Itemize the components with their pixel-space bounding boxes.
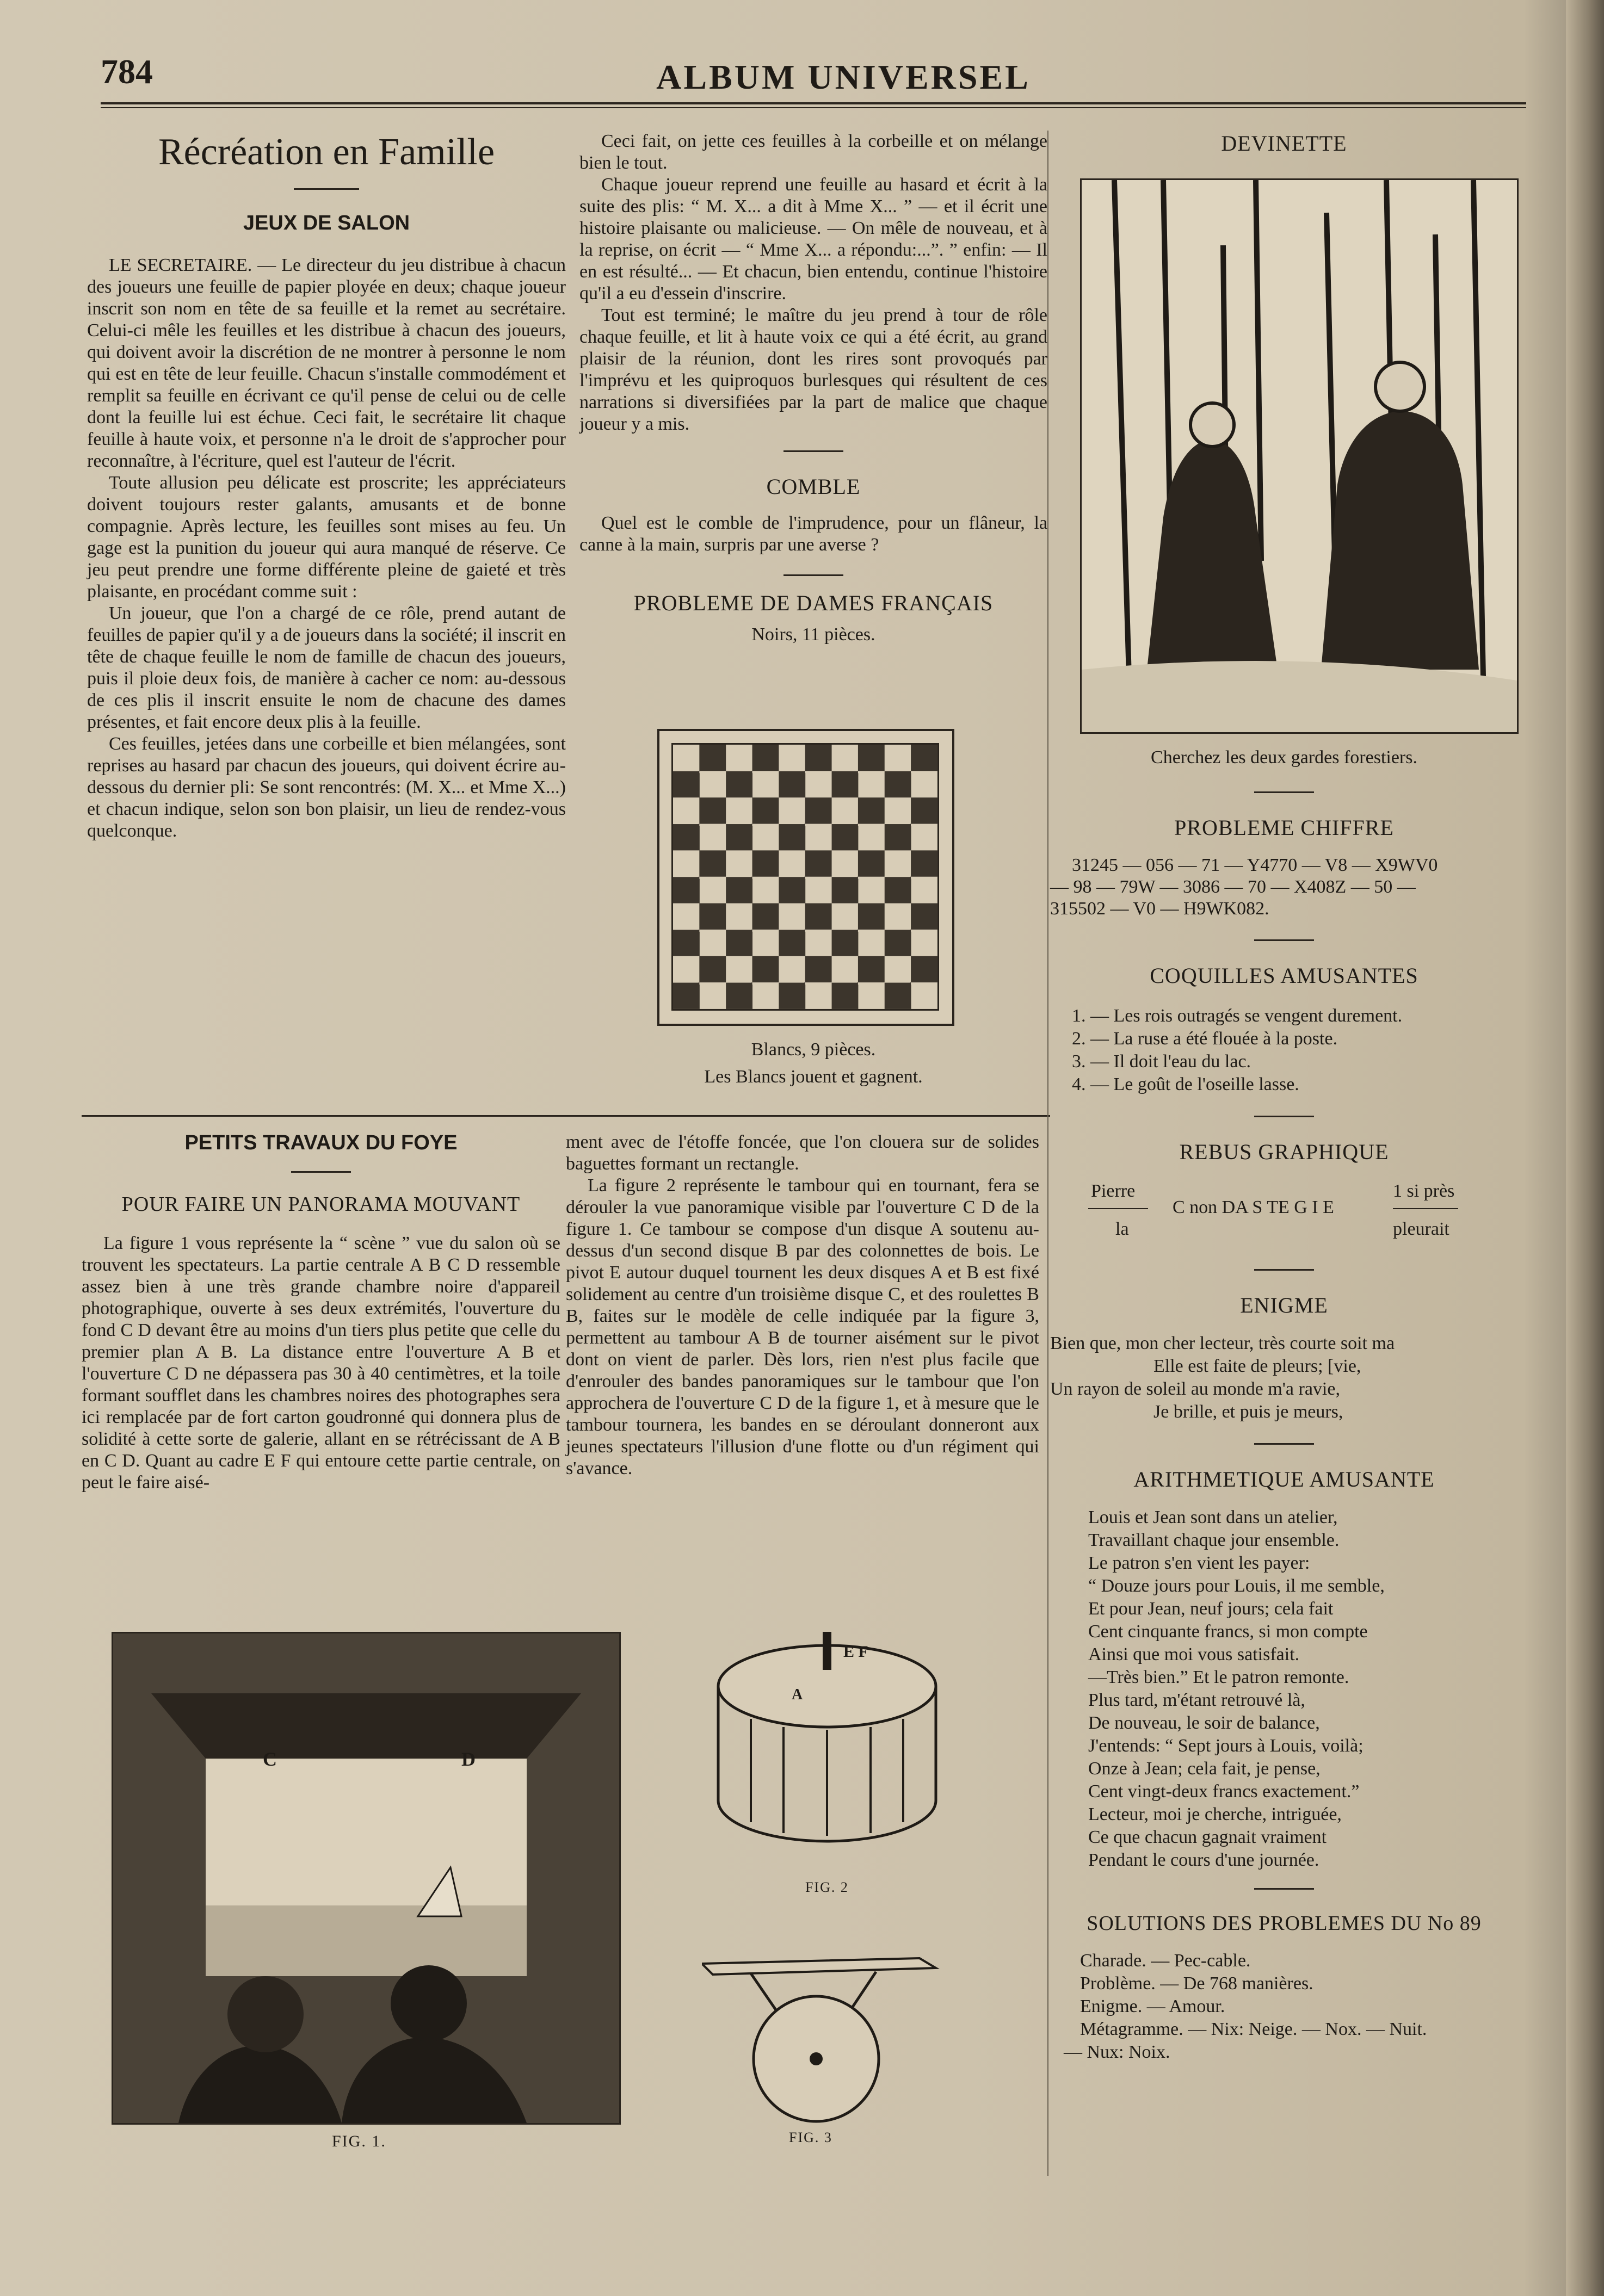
comble-text: Quel est le comble de l'imprudence, pour un flâneur, la canne à la main, surpris par une averse ? [579,513,1047,555]
panorama-frame-drawing [113,1633,619,2123]
list-item: 4. — Le goût de l'oseille lasse. [1072,1074,1299,1094]
list-item: — Nux: Noix. [1064,2042,1170,2062]
checkers-grid [671,743,939,1011]
paragraph: La figure 1 vous représente la “ scène ” vue du salon où se trouvent les spectateurs. La partie centrale A B C D ressemble assez bien à une très grande chambre noire d'appareil photographique, ouverte à ses deux extrémités, l'ouverture du fond C D devant être au moins d'un tiers plus petite que celle du premier plan A B. La distance entre l'ouverture A B et l'ouverture C D ne dépassera pas 30 à 40 centimètres, et la toile formant soufflet dans les chambres noires des photographes sera ici remplacée par de fort carton goudronné qui donnera plus de solidité à cette sorte de galerie, allant en se rétrécissant de A B en C D. Quant au cadre E F qui entoure cette partie centrale, on peut le faire aisé- [82,1233,560,1493]
paragraph: Ces feuilles, jetées dans une corbeille et bien mélangées, sont reprises au hasard par chacun des joueurs, qui doivent écrire au-dessous du dernier pli: Se sont rencontrés: (M. X... et Mme X...) et chacun indique, selon son bon plaisir, un lieu de rendez-vous quelconque. [87,734,566,841]
section-divider [82,1115,1050,1117]
rebus-si-pres: 1 si près [1393,1181,1455,1201]
masthead-title: ALBUM UNIVERSEL [656,58,1031,96]
list-item: Enigme. — Amour. [1080,1996,1225,2016]
forest-scene [1082,180,1517,732]
paragraph: ment avec de l'étoffe foncée, que l'on clouera sur de solides baguettes formant un rectangle. [566,1132,1039,1174]
poem-line: Ce que chacun gagnait vraiment [1088,1827,1327,1847]
poem-line: Et pour Jean, neuf jours; cela fait [1088,1599,1334,1619]
dames-noirs: Noirs, 11 pièces. [751,624,875,645]
paragraph: La figure 2 représente le tambour qui en tournant, fera se dérouler la vue panoramique visible par l'ouverture C D de la figure 1. Ce tambour se compose d'un disque A soutenu au-dessus d'un second disque B par des colonnettes de bois. Le pivot E autour duquel tournent les deux disques A et B est fixé solidement au centre d'un troisième disque C, et des roulettes B B, faites sur le modèle de celle indiquée par la figure 3, permettent au tambour A B de tourner aisément sur le pivot dont on vient de parler. Dès lors, rien n'est plus facile que d'enrouler des bandes panoramiques sur le tambour que l'on approchera de l'ouverture C D de la figure 1, et à mesure que le tambour tournera, les bandes en se déroulant donneront aux jeunes spectateurs l'illusion d'une flotte ou d'un régiment qui s'avance. [566,1175,1039,1478]
paragraph: LE SECRETAIRE. — Le directeur du jeu distribue à chacun des joueurs une feuille de papier ployée en deux; chaque joueur inscrit son nom en tête de sa feuille et la remet au secrétaire. Celui-ci mêle les feuilles et les distribue à chacun des joueurs, qui doivent avoir la discrétion de ne montrer à personne le nom qui est en tête de leur feuille. Chacun s'installe commodément et remplit sa feuille en écrivant ce qu'il pense de celui ou de celle dont la feuille lui est échue. Ceci fait, le secrétaire lit chaque feuille à haute voix, et personne n'a le droit de s'approcher pour reconnaître, à l'écriture, quel est l'auteur de l'écrit. [87,255,566,471]
dames-title: PROBLEME DE DAMES FRANÇAIS [633,591,994,615]
list-item: Charade. — Pec-cable. [1080,1951,1251,1971]
poem-line: Le patron s'en vient les payer: [1088,1553,1310,1573]
arith-title: ARITHMETIQUE AMUSANTE [1133,1467,1435,1492]
solutions-title: SOLUTIONS DES PROBLEMES DU No 89 [1087,1912,1482,1935]
chiffre-section [1050,791,1518,2064]
travaux-subtitle: POUR FAIRE UN PANORAMA MOUVANT [121,1193,521,1216]
list-item: 2. — La ruse a été flouée à la poste. [1072,1029,1338,1049]
recreation-title: Récréation en Famille [158,131,495,173]
poem-line: Travaillant chaque jour ensemble. [1088,1530,1340,1550]
figure-2-caption: FIG. 2 [805,1879,849,1895]
rebus-line [1088,1208,1148,1209]
poem-line: Lecteur, moi je cherche, intriguée, [1088,1804,1342,1824]
poem-line: Cent cinquante francs, si mon compte [1088,1622,1368,1642]
travaux-continuation [566,1131,1039,1480]
drum-drawing [702,1621,952,1871]
poem-line: Ainsi que moi vous satisfait. [1088,1644,1300,1664]
travaux-section [82,1131,560,1494]
divider [1254,1888,1314,1890]
devinette-title: DEVINETTE [1221,131,1347,156]
paragraph: Chaque joueur reprend une feuille au hasard et écrit à la suite des plis: “ M. X... a dit à Mme X... ” — et il écrit une histoire plaisante ou malicieuse. — On mêle de nouveau, et à la reprise, on écrit — “ Mme X... a répondu:...”. ” enfin: — Il en est résulté... — Et chacun, bien entendu, continue l'histoire qu'il a eu d'essein d'inscrire. [579,175,1047,304]
recreation-body [87,255,566,842]
poem-line: “ Douze jours pour Louis, il me semble, [1088,1576,1385,1596]
poem-line: Elle est faite de pleurs; [vie, [1153,1356,1361,1376]
comble-title: COMBLE [766,474,861,499]
poem-line: J'entends: “ Sept jours à Louis, voilà; [1088,1736,1364,1756]
page-spine [1566,0,1604,2296]
divider [1254,791,1314,793]
arith-poem [1050,1506,1518,1872]
enigme-title: ENIGME [1240,1293,1328,1317]
divider [294,188,359,190]
rebus-pierre: Pierre [1091,1181,1136,1201]
figure-1-caption: FIG. 1. [332,2132,386,2150]
divider [291,1171,351,1173]
poem-line: —Très bien.” Et le patron remonte. [1088,1667,1349,1687]
page-number: 784 [101,52,153,91]
list-item: 3. — Il doit l'eau du lac. [1072,1051,1251,1072]
enigme-poem [1050,1332,1518,1424]
divider [1254,1269,1314,1271]
recreation-continuation [579,131,1047,645]
dames-blancs: Blancs, 9 pièces. [751,1039,876,1060]
list-item: Métagramme. — Nix: Neige. — Nox. — Nuit. [1080,2019,1427,2039]
poem-line: Cent vingt-deux francs exactement.” [1088,1781,1360,1802]
divider [1254,939,1314,941]
figure-2 [702,1621,952,1871]
rebus-centre: C non DA S TE G I E [1173,1197,1334,1217]
figure-3-caption: FIG. 3 [789,2130,832,2145]
figure-label-a: A [792,1686,803,1703]
list-item: Problème. — De 768 manières. [1080,1973,1313,1994]
travaux-title: PETITS TRAVAUX DU FOYE [184,1131,458,1154]
poem-line: Un rayon de soleil au monde m'a ravie, [1050,1379,1340,1399]
chiffre-line: — 98 — 79W — 3086 — 70 — X408Z — 50 — [1050,877,1416,897]
poem-line: De nouveau, le soir de balance, [1088,1713,1320,1733]
recreation-subtitle: JEUX DE SALON [243,212,410,234]
poem-line: Louis et Jean sont dans un atelier, [1088,1507,1338,1527]
chiffre-line: 31245 — 056 — 71 — Y4770 — V8 — X9WV0 [1072,855,1438,875]
figure-label-d: D [461,1748,476,1770]
puzzles-column [1050,131,1518,167]
divider [784,450,843,452]
column-rule [1047,131,1048,2176]
list-item: 1. — Les rois outragés se vengent durement. [1072,1006,1403,1026]
divider [1254,1116,1314,1117]
coquilles-list [1050,1005,1518,1096]
rebus-la: la [1115,1219,1129,1239]
chiffre-title: PROBLEME CHIFFRE [1174,815,1394,840]
devinette-illustration [1080,178,1519,734]
rebus-pleurait: pleurait [1393,1219,1449,1239]
devinette-caption: Cherchez les deux gardes forestiers. [1151,747,1417,768]
poem-line: Je brille, et puis je meurs, [1153,1402,1343,1422]
header-rule-thin [101,107,1526,108]
figure-label-c: C [263,1748,277,1770]
paragraph: Toute allusion peu délicate est proscrite; les appréciateurs doivent toujours rester galants, amusants et de bonne compagnie. Après lecture, les feuilles sont mises au feu. Un gage est la punition du joueur qui aura manqué de réserve. Ce jeu peut prendre une forme différente pleine de gaieté et très plaisante, en procédant comme suit : [87,473,566,602]
divider [784,574,843,576]
figure-label-ef: E F [843,1643,868,1661]
divider [1254,1443,1314,1445]
poem-line: Bien que, mon cher lecteur, très courte soit ma [1050,1333,1395,1353]
poem-line: Plus tard, m'étant retrouvé là, [1088,1690,1305,1710]
caster-wheel-drawing [702,1953,941,2132]
poem-line: Pendant le cours d'une journée. [1088,1850,1319,1870]
rebus-line [1393,1208,1458,1209]
paragraph: Un joueur, que l'on a chargé de ce rôle, prend autant de feuilles de papier qu'il y a de joueurs dans la société; il inscrit en tête de chaque feuille le nom de famille de chacun des joueurs, puis il ploie deux fois, de manière à cacher ce nom: au-dessous de ces plis il inscrit ensuite le nom de chacune des dames présentes, et fait encore deux plis à la feuille. [87,603,566,732]
figure-3 [702,1953,941,2132]
figure-1 [112,1632,621,2125]
checkers-board [657,729,954,1026]
recreation-section [87,131,566,842]
paragraph: Ceci fait, on jette ces feuilles à la corbeille et on mélange bien le tout. [579,131,1047,173]
rebus-title: REBUS GRAPHIQUE [1179,1140,1389,1164]
chiffre-line: 315502 — V0 — H9WK082. [1050,899,1269,919]
poem-line: Onze à Jean; cela fait, je pense, [1088,1759,1321,1779]
coquilles-title: COQUILLES AMUSANTES [1150,963,1418,988]
dames-caption [579,1036,1047,1091]
dames-solution: Les Blancs jouent et gagnent. [704,1067,923,1087]
rebus-graphic [1050,1181,1518,1263]
chiffre-lines [1050,855,1518,920]
header-rule [101,102,1526,104]
paragraph: Tout est terminé; le maître du jeu prend à tour de rôle chaque feuille, et lit à haute voix ce qui a été écrit, au grand plaisir de la réunion, dont les rires sont provoqués par l'imprévu et les quiproquos burlesques qui résultent de ces narrations si diversifiées par la part de malice que chaque joueur y a mis. [579,305,1047,434]
solutions-list [1050,1950,1518,2064]
